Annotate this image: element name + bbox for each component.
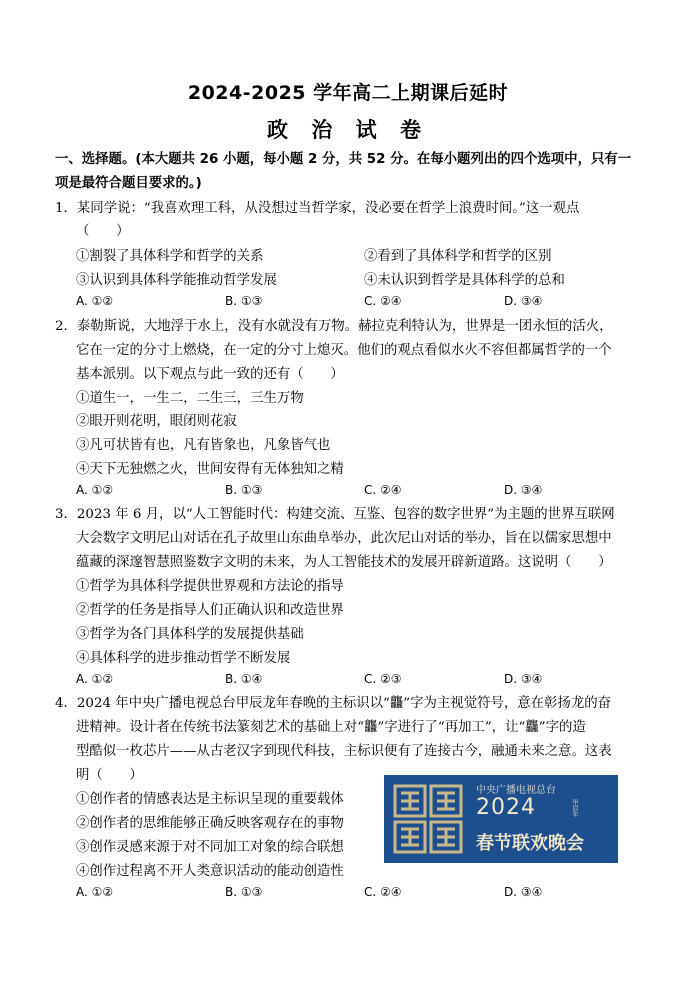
logo-year: 2024: [476, 795, 536, 820]
q2-choice-a: A. ①②: [76, 483, 114, 497]
q4-stem-line3: 型酷似一枚芯片——从古老汉字到现代科技，主标识便有了连接古今，融通未来之意。这表: [76, 744, 612, 759]
q1-stem-line2: （ ）: [76, 224, 130, 239]
q4-statement-2: ②创作者的思维能够正确反映客观存在的事物: [76, 816, 344, 831]
logo-year-tag: 甲辰年: [571, 799, 578, 817]
section-heading-line2: 项是最符合题目要求的。): [55, 176, 202, 191]
q4-choice-b: B. ①③: [225, 885, 263, 899]
q2-statement-3: ③凡可状皆有也，凡有皆象也，凡象皆气也: [76, 438, 331, 453]
long-character-seal-icon: [392, 783, 464, 855]
q4-statement-4: ④创作过程离不开人类意识活动的能动创造性: [76, 864, 344, 879]
q1-choice-c: C. ②④: [364, 294, 402, 308]
q2-stem-line1: 2．泰勒斯说，大地浮于水上，没有水就没有万物。赫拉克利特认为，世界是一团永恒的活火，: [55, 319, 613, 334]
gala-logo-image: [384, 775, 618, 863]
exam-title: 2024-2025 学年高二上期课后延时: [187, 82, 509, 104]
q1-statement-1: ①割裂了具体科学和哲学的关系: [76, 249, 264, 264]
q1-choice-a: A. ①②: [76, 294, 114, 308]
q3-stem-line3: 蕴藏的深邃智慧照鉴数字文明的未来，为人工智能技术的发展开辟新道路。这说明（ ）: [76, 555, 612, 570]
logo-org: 中央广播电视总台: [476, 785, 556, 796]
q1-statement-3: ③认识到具体科学能推动哲学发展: [76, 273, 277, 288]
q4-stem-line4: 明（ ）: [76, 768, 143, 783]
q3-statement-1: ①哲学为具体科学提供世界观和方法论的指导: [76, 579, 344, 594]
q1-choice-b: B. ①③: [225, 294, 263, 308]
q3-choice-b: B. ①④: [225, 672, 263, 686]
q4-statement-3: ③创作灵感来源于对不同加工对象的综合联想: [76, 840, 344, 855]
section-heading-line1: 一、选择题。(本大题共 26 小题，每小题 2 分，共 52 分。在每小题列出的四个选项中，只有一: [55, 152, 632, 167]
q4-statement-1: ①创作者的情感表达是主标识呈现的重要载体: [76, 792, 344, 807]
q3-choice-c: C. ②③: [364, 672, 402, 686]
q2-choice-d: D. ③④: [504, 483, 543, 497]
q2-stem-line2: 它在一定的分寸上燃烧，在一定的分寸上熄灭。他们的观点看似水火不容但都属哲学的一个: [76, 343, 612, 358]
q2-statement-2: ②眼开则花明，眼闭则花寂: [76, 414, 237, 429]
q4-choice-c: C. ②④: [364, 885, 402, 899]
q3-choice-d: D. ③④: [504, 672, 543, 686]
q3-statement-3: ③哲学为各门具体科学的发展提供基础: [76, 627, 304, 642]
exam-subject: 政 治 试 卷: [267, 118, 429, 142]
q4-choice-d: D. ③④: [504, 885, 543, 899]
q2-choice-b: B. ①③: [225, 483, 263, 497]
q3-statement-4: ④具体科学的进步推动哲学不断发展: [76, 651, 291, 666]
q1-choice-d: D. ③④: [504, 294, 543, 308]
q4-choice-a: A. ①②: [76, 885, 114, 899]
q4-stem-line1: 4．2024 年中央广播电视总台甲辰龙年春晚的主标识以“龘”字为主视觉符号，意在彰扬龙的奋: [55, 696, 611, 711]
q2-choice-c: C. ②④: [364, 483, 402, 497]
q3-choice-a: A. ①②: [76, 672, 114, 686]
q1-statement-4: ④未认识到哲学是具体科学的总和: [364, 273, 565, 288]
q3-stem-line1: 3．2023 年 6 月，以“人工智能时代：构建交流、互鉴、包容的数字世界”为主题的世界互联网: [55, 507, 615, 522]
q3-statement-2: ②哲学的任务是指导人们正确认识和改造世界: [76, 603, 344, 618]
q2-statement-4: ④天下无独燃之火，世间安得有无体独知之精: [76, 462, 344, 477]
q2-stem-line3: 基本派别。以下观点与此一致的还有（ ）: [76, 367, 344, 382]
q2-statement-1: ①道生一，一生二，二生三，三生万物: [76, 391, 304, 406]
q3-stem-line2: 大会数字文明尼山对话在孔子故里山东曲阜举办，此次尼山对话的举办，旨在以儒家思想中: [76, 531, 612, 546]
q4-stem-line2: 进精神。设计者在传统书法篆刻艺术的基础上对“龘”字进行了“再加工”，让“龘”字的造: [76, 720, 586, 735]
q1-statement-2: ②看到了具体科学和哲学的区别: [364, 249, 552, 264]
logo-event: 春节联欢晚会: [476, 833, 584, 854]
q1-stem-line1: 1．某同学说：“我喜欢理工科，从没想过当哲学家，没必要在哲学上浪费时间。”这一观点: [55, 201, 580, 216]
